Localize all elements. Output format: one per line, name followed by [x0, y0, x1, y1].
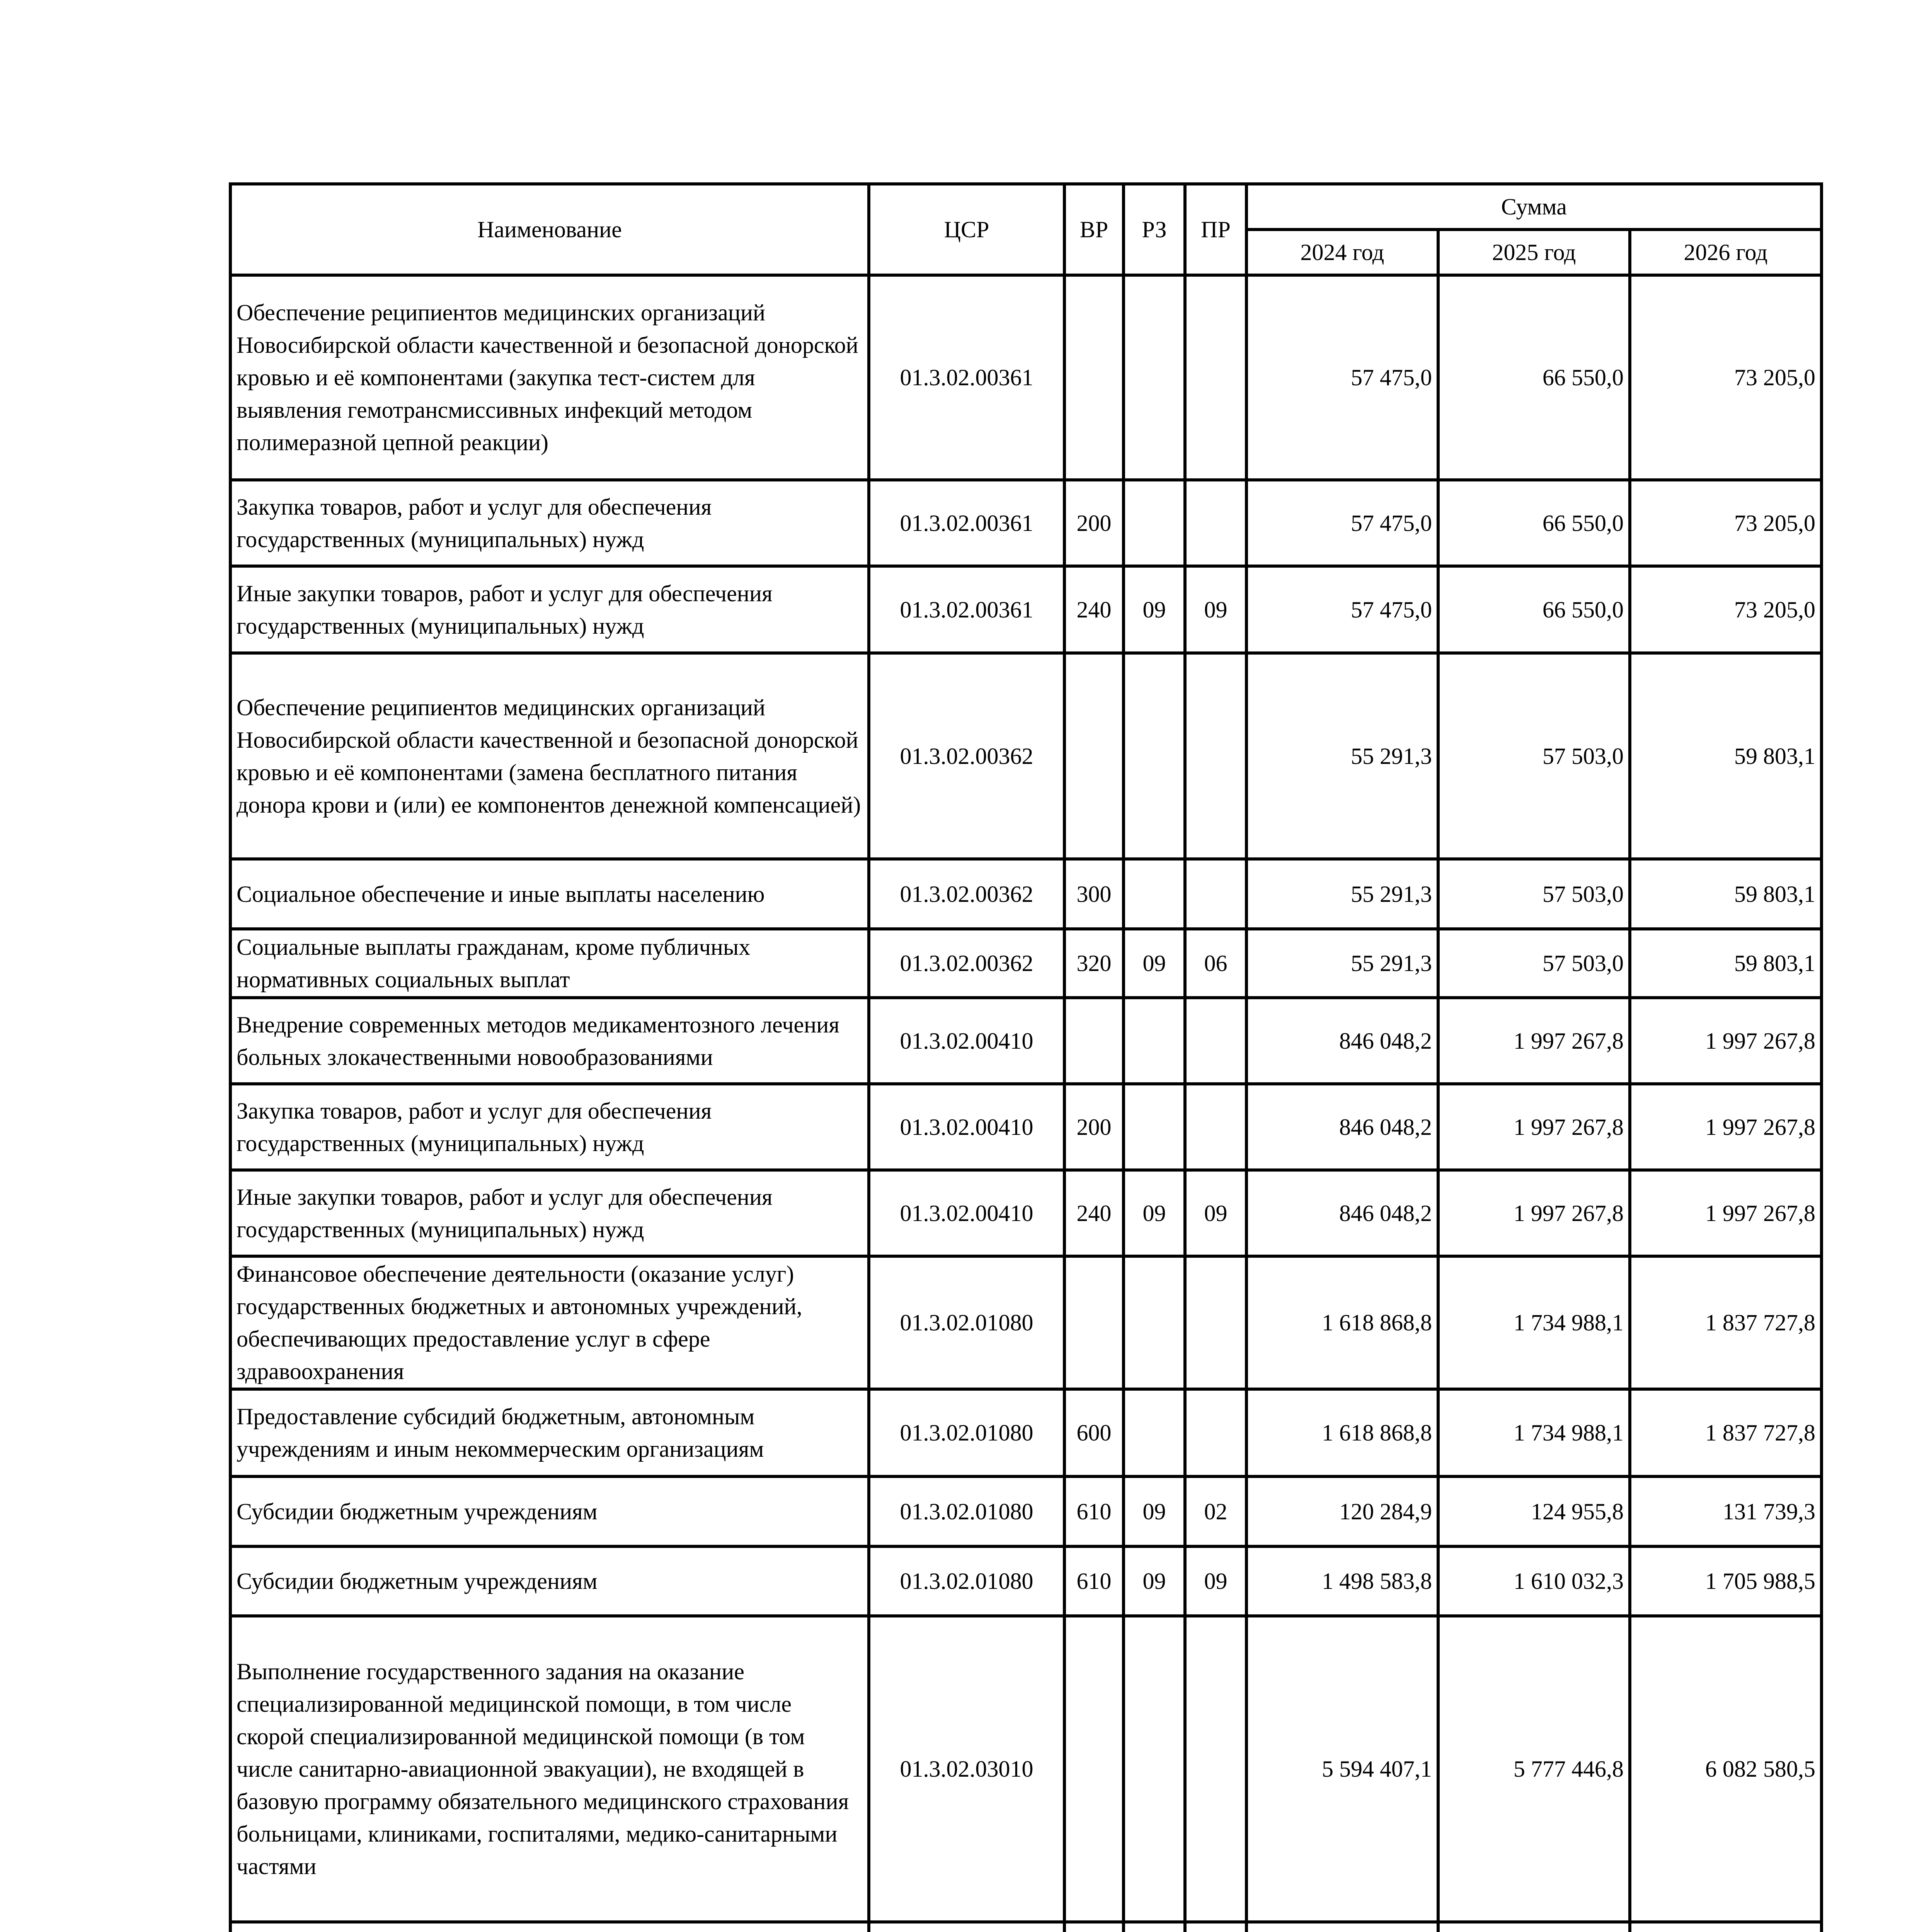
cell-pr — [1185, 1256, 1246, 1389]
table-row — [230, 480, 1822, 566]
cell-rz — [1124, 653, 1185, 859]
cell-sum-2025: 57 503,0 — [1438, 929, 1630, 998]
header-year-2025: 2025 год — [1438, 230, 1630, 275]
cell-name: Предоставление субсидий бюджетным, автономным учреждениям и иным некоммерческим организациям — [230, 1389, 869, 1476]
cell-sum-2024: 846 048,2 — [1246, 998, 1438, 1084]
cell-sum-2024: 55 291,3 — [1246, 653, 1438, 859]
cell-csr: 01.3.02.00410 — [869, 998, 1064, 1084]
header-year-2026: 2026 год — [1630, 230, 1822, 275]
cell-sum-2025: 124 955,8 — [1438, 1476, 1630, 1546]
cell-name: Внедрение современных методов медикаментозного лечения больных злокачественными новообразованиями — [230, 998, 869, 1084]
cell-vr: 200 — [1064, 480, 1124, 566]
cell-vr — [1064, 1256, 1124, 1389]
cell-csr: 01.3.02.00410 — [869, 1170, 1064, 1256]
cell-sum-2024: 1 618 868,8 — [1246, 1256, 1438, 1389]
cell-sum-2026: 59 803,1 — [1630, 929, 1822, 998]
cell-sum-2026: 1 997 267,8 — [1630, 1170, 1822, 1256]
table-row — [230, 275, 1822, 480]
cell-sum-2024: 846 048,2 — [1246, 1170, 1438, 1256]
table-row — [230, 1546, 1822, 1616]
cell-pr — [1185, 1084, 1246, 1170]
cell-csr: 01.3.02.00362 — [869, 929, 1064, 998]
cell-sum-2026: 1 837 727,8 — [1630, 1389, 1822, 1476]
cell-sum-2026: 1 705 988,5 — [1630, 1546, 1822, 1616]
cell-sum-2025: 1 997 267,8 — [1438, 1084, 1630, 1170]
table-row — [230, 1476, 1822, 1546]
cell-csr: 01.3.02.00361 — [869, 480, 1064, 566]
cell-name: Обеспечение реципиентов медицинских организаций Новосибирской области качественной и безопасной донорской кровью и её компонентами (закупка тест-систем для выявления гемотрансмиссивных инфекций методом полимеразной цепной реакции) — [230, 275, 869, 480]
header-name: Наименование — [230, 184, 869, 275]
cell-name: Социальное обеспечение и иные выплаты населению — [230, 859, 869, 929]
cell-sum-2025: 1 610 032,3 — [1438, 1546, 1630, 1616]
cell-sum-2024: 55 291,3 — [1246, 859, 1438, 929]
cell-pr — [1185, 1616, 1246, 1922]
cell-sum-2025: 66 550,0 — [1438, 480, 1630, 566]
cell-vr — [1064, 653, 1124, 859]
cell-csr: 01.3.02.00362 — [869, 653, 1064, 859]
cell-csr: 01.3.02.00361 — [869, 566, 1064, 653]
header-year-2024: 2024 год — [1246, 230, 1438, 275]
cell-rz — [1124, 1616, 1185, 1922]
cell-name: Иные закупки товаров, работ и услуг для обеспечения государственных (муниципальных) нужд — [230, 566, 869, 653]
cell-vr: 320 — [1064, 929, 1124, 998]
cell-rz — [1124, 1256, 1185, 1389]
cell-rz — [1124, 859, 1185, 929]
header-sum: Сумма — [1246, 184, 1822, 230]
cell-pr: 09 — [1185, 1546, 1246, 1616]
cell-sum-2024: 57 475,0 — [1246, 480, 1438, 566]
cell-vr — [1064, 998, 1124, 1084]
cell-name: Субсидии бюджетным учреждениям — [230, 1546, 869, 1616]
cell-sum-2025: 66 550,0 — [1438, 275, 1630, 480]
header-pr: ПР — [1185, 184, 1246, 275]
cell-sum-2024: 5 594 407,1 — [1246, 1616, 1438, 1922]
cell-csr: 01.3.02.01080 — [869, 1389, 1064, 1476]
cell-csr: 01.3.02.00361 — [869, 275, 1064, 480]
cell-csr: 01.3.02.00410 — [869, 1084, 1064, 1170]
cell-pr: 09 — [1185, 1170, 1246, 1256]
cell-rz — [1124, 480, 1185, 566]
budget-table — [229, 182, 1823, 1932]
cell-vr — [1064, 275, 1124, 480]
cell-sum-2025: 1 997 267,8 — [1438, 1170, 1630, 1256]
cell-pr — [1185, 275, 1246, 480]
cell-sum-2025: 1 734 988,1 — [1438, 1389, 1630, 1476]
cell-rz — [1124, 1922, 1185, 1932]
cell-sum-2024: 846 048,2 — [1246, 1084, 1438, 1170]
cell-name: Субсидии бюджетным учреждениям — [230, 1476, 869, 1546]
cell-pr: 02 — [1185, 1476, 1246, 1546]
cell-rz — [1124, 998, 1185, 1084]
cell-name: Финансовое обеспечение деятельности (оказание услуг) государственных бюджетных и автономных учреждений, обеспечивающих предоставление услуг в сфере здравоохранения — [230, 1256, 869, 1389]
table-row — [230, 1170, 1822, 1256]
cell-rz: 09 — [1124, 566, 1185, 653]
cell-csr: 01.3.02.01080 — [869, 1546, 1064, 1616]
cell-csr: 01.3.02.00362 — [869, 859, 1064, 929]
cell-sum-2026: 73 205,0 — [1630, 566, 1822, 653]
table-row — [230, 653, 1822, 859]
table-row — [230, 929, 1822, 998]
cell-name — [230, 1922, 869, 1932]
table-row — [230, 1256, 1822, 1389]
cell-sum-2025 — [1438, 1922, 1630, 1932]
table-header — [230, 184, 1822, 275]
cell-vr: 600 — [1064, 1389, 1124, 1476]
table-row — [230, 859, 1822, 929]
table-body — [230, 275, 1822, 1932]
cell-name: Иные закупки товаров, работ и услуг для обеспечения государственных (муниципальных) нужд — [230, 1170, 869, 1256]
cell-name: Выполнение государственного задания на оказание специализированной медицинской помощи, в том числе скорой специализированной медицинской помощи (в том числе санитарно-авиационной эвакуации), не входящей в базовую программу обязательного медицинского страхования больницами, клиниками, госпиталями, медико-санитарными частями — [230, 1616, 869, 1922]
cell-vr: 240 — [1064, 1170, 1124, 1256]
cell-rz — [1124, 1389, 1185, 1476]
cell-name: Закупка товаров, работ и услуг для обеспечения государственных (муниципальных) нужд — [230, 1084, 869, 1170]
cell-csr: 01.3.02.01080 — [869, 1476, 1064, 1546]
cell-rz — [1124, 1084, 1185, 1170]
cell-pr: 09 — [1185, 566, 1246, 653]
cell-rz: 09 — [1124, 1170, 1185, 1256]
cell-sum-2024: 57 475,0 — [1246, 566, 1438, 653]
cell-pr — [1185, 859, 1246, 929]
cell-pr — [1185, 653, 1246, 859]
cell-pr — [1185, 998, 1246, 1084]
table-row — [230, 998, 1822, 1084]
cell-sum-2024: 1 498 583,8 — [1246, 1546, 1438, 1616]
cell-sum-2025: 66 550,0 — [1438, 566, 1630, 653]
cell-sum-2026: 1 997 267,8 — [1630, 998, 1822, 1084]
cell-pr — [1185, 1389, 1246, 1476]
cell-sum-2024: 55 291,3 — [1246, 929, 1438, 998]
cell-vr: 200 — [1064, 1084, 1124, 1170]
cell-vr: 610 — [1064, 1476, 1124, 1546]
table-row — [230, 1084, 1822, 1170]
cell-sum-2025: 57 503,0 — [1438, 859, 1630, 929]
cell-vr — [1064, 1922, 1124, 1932]
cell-vr: 240 — [1064, 566, 1124, 653]
cell-sum-2024 — [1246, 1922, 1438, 1932]
cell-rz: 09 — [1124, 1546, 1185, 1616]
table-row — [230, 1616, 1822, 1922]
cell-vr — [1064, 1616, 1124, 1922]
cell-vr: 300 — [1064, 859, 1124, 929]
cell-pr — [1185, 1922, 1246, 1932]
cell-csr — [869, 1922, 1064, 1932]
cell-sum-2026: 1 837 727,8 — [1630, 1256, 1822, 1389]
cell-csr: 01.3.02.01080 — [869, 1256, 1064, 1389]
cell-sum-2025: 57 503,0 — [1438, 653, 1630, 859]
table-row — [230, 1389, 1822, 1476]
cell-sum-2024: 120 284,9 — [1246, 1476, 1438, 1546]
cell-sum-2026: 59 803,1 — [1630, 653, 1822, 859]
cell-sum-2025: 5 777 446,8 — [1438, 1616, 1630, 1922]
cell-name: Закупка товаров, работ и услуг для обеспечения государственных (муниципальных) нужд — [230, 480, 869, 566]
cell-sum-2026: 73 205,0 — [1630, 480, 1822, 566]
header-csr: ЦСР — [869, 184, 1064, 275]
cell-name: Социальные выплаты гражданам, кроме публичных нормативных социальных выплат — [230, 929, 869, 998]
cell-rz — [1124, 275, 1185, 480]
table-row — [230, 1922, 1822, 1932]
header-rz: РЗ — [1124, 184, 1185, 275]
header-vr: ВР — [1064, 184, 1124, 275]
cell-pr — [1185, 480, 1246, 566]
cell-vr: 610 — [1064, 1546, 1124, 1616]
cell-sum-2026: 131 739,3 — [1630, 1476, 1822, 1546]
cell-sum-2026: 6 082 580,5 — [1630, 1616, 1822, 1922]
cell-sum-2025: 1 734 988,1 — [1438, 1256, 1630, 1389]
cell-sum-2025: 1 997 267,8 — [1438, 998, 1630, 1084]
cell-csr: 01.3.02.03010 — [869, 1616, 1064, 1922]
cell-name: Обеспечение реципиентов медицинских организаций Новосибирской области качественной и безопасной донорской кровью и её компонентами (замена бесплатного питания донора крови и (или) ее компонентов денежной компенсацией) — [230, 653, 869, 859]
cell-sum-2026: 73 205,0 — [1630, 275, 1822, 480]
table-row — [230, 566, 1822, 653]
cell-sum-2026 — [1630, 1922, 1822, 1932]
cell-rz: 09 — [1124, 929, 1185, 998]
cell-sum-2026: 59 803,1 — [1630, 859, 1822, 929]
cell-sum-2024: 1 618 868,8 — [1246, 1389, 1438, 1476]
cell-rz: 09 — [1124, 1476, 1185, 1546]
cell-sum-2024: 57 475,0 — [1246, 275, 1438, 480]
cell-sum-2026: 1 997 267,8 — [1630, 1084, 1822, 1170]
cell-pr: 06 — [1185, 929, 1246, 998]
